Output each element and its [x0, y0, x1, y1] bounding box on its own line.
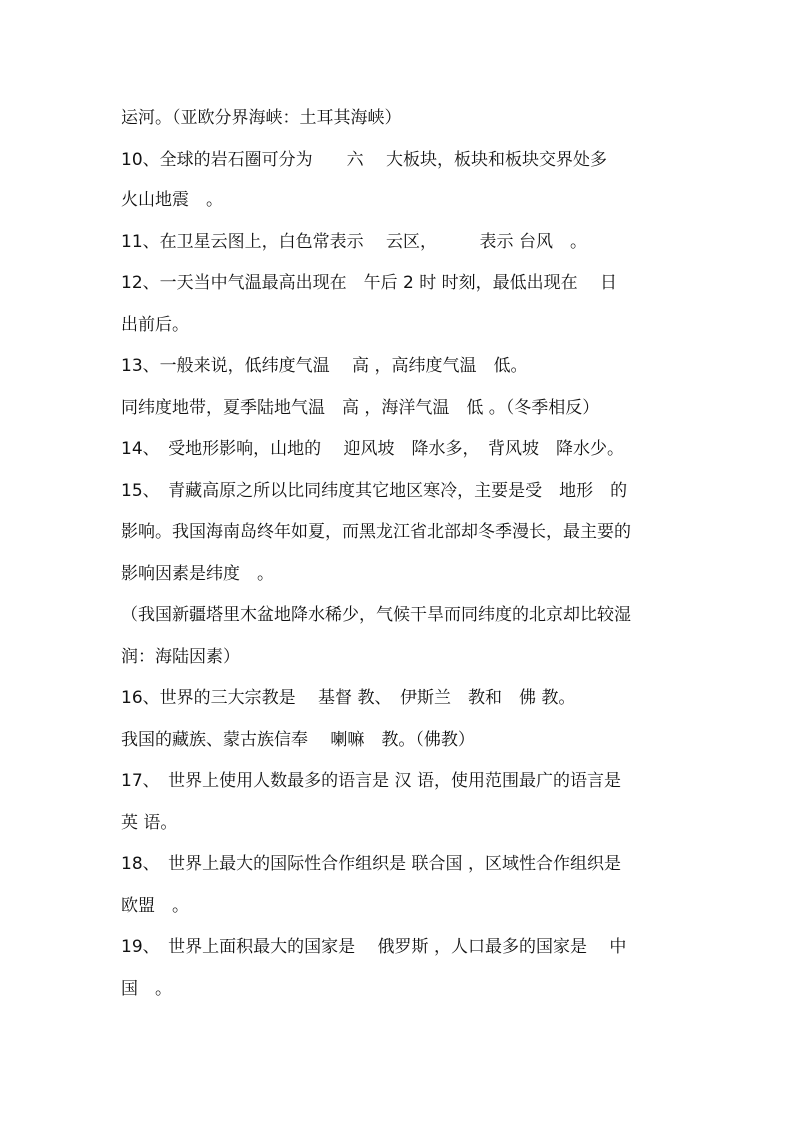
- text-line: 我国的藏族、蒙古族信奉 喇嘛 教。（佛教）: [121, 730, 475, 750]
- text-line: 12、一天当中气温最高出现在 午后 2 时 时刻，最低出现在 日: [121, 273, 618, 293]
- text-line: 欧盟 。: [121, 896, 189, 916]
- text-line: 18、 世界上最大的国际性合作组织是 联合国 ，区域性合作组织是: [121, 854, 621, 874]
- text-line: 国 。: [121, 979, 172, 999]
- text-line: 17、 世界上使用人数最多的语言是 汉 语，使用范围最广的语言是: [121, 771, 621, 791]
- text-line: （我国新疆塔里木盆地降水稀少，气候干旱而同纬度的北京却比较湿: [121, 605, 631, 625]
- text-line: 英 语。: [121, 813, 178, 833]
- text-line: 火山地震 。: [121, 190, 223, 210]
- text-line: 润：海陆因素）: [121, 647, 240, 667]
- text-line: 15、 青藏高原之所以比同纬度其它地区寒冷，主要是受 地形 的: [121, 481, 628, 501]
- text-line: 运河。（亚欧分界海峡：土耳其海峡）: [121, 108, 402, 128]
- text-line: 影响因素是纬度 。: [121, 564, 274, 584]
- text-line: 11、在卫星云图上，白色常表示 云区， 表示 台风 。: [121, 232, 587, 252]
- text-line: 影响。我国海南岛终年如夏，而黑龙江省北部却冬季漫长，最主要的: [121, 522, 631, 542]
- text-line: 13、一般来说，低纬度气温 高 ，高纬度气温 低。: [121, 356, 528, 376]
- text-line: 14、 受地形影响，山地的 迎风坡 降水多， 背风坡 降水少。: [121, 439, 625, 459]
- text-line: 10、全球的岩石圈可分为 六 大板块，板块和板块交界处多: [121, 150, 608, 170]
- text-line: 同纬度地带，夏季陆地气温 高 ，海洋气温 低 。（冬季相反）: [121, 398, 600, 418]
- text-line: 19、 世界上面积最大的国家是 俄罗斯 ，人口最多的国家是 中: [121, 937, 627, 957]
- text-line: 出前后。: [121, 315, 189, 335]
- text-line: 16、世界的三大宗教是 基督 教、 伊斯兰 教和 佛 教。: [121, 688, 576, 708]
